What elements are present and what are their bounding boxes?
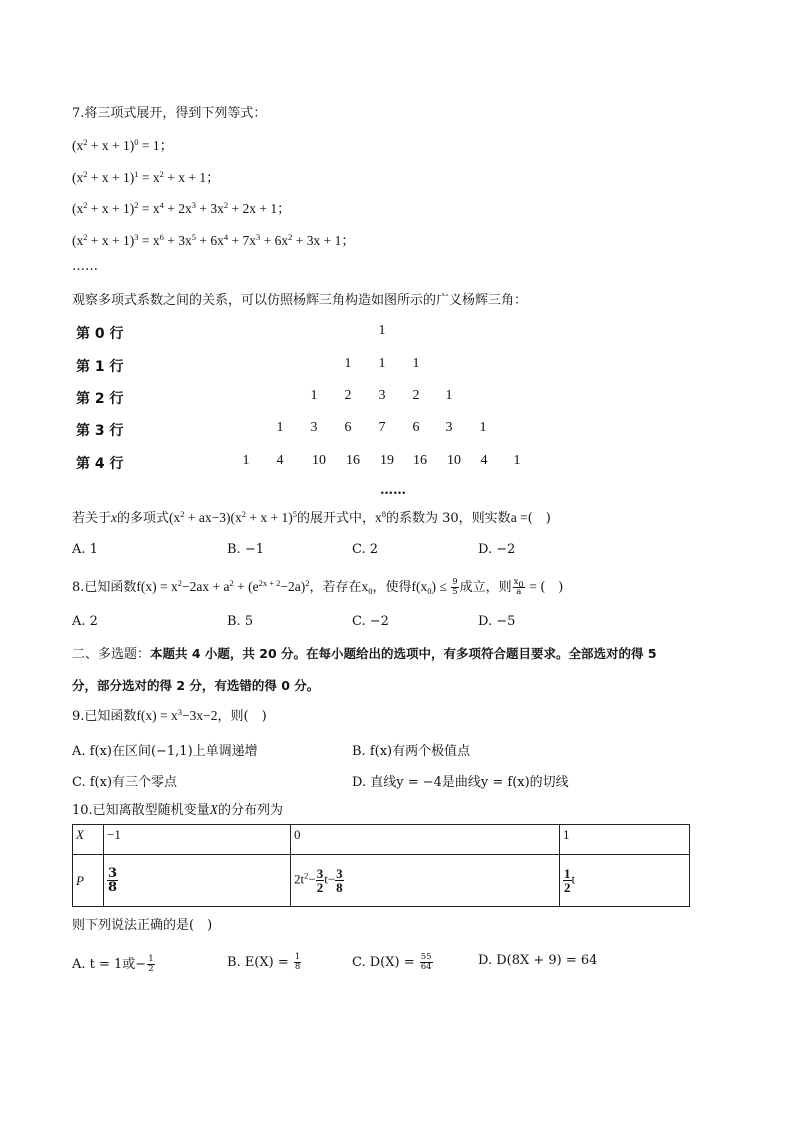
q10-option-c: C. D(X) = $\frac{55}{64}$ [352,952,432,972]
distribution-table [72,824,690,907]
triangle-cell: 16 [413,453,427,468]
triangle-cell: 19 [380,453,394,468]
q8-question: 8.已知函数$f(x) = x^2-2ax + a^2 + (e^{2x + 2}-2a)^2$，若存在$x_0$，使得$f(x_0)$ ≤ $\frac{9}{5}$ 成立，则 $\frac{x_0}{a}$ = ( ) [72,577,564,597]
q9-option-d: D. 直线y = −4是曲线y = f(x)的切线 [352,775,569,790]
table-cell: 0 [291,825,560,855]
triangle-cell: 16 [346,453,360,468]
triangle-cell: 6 [412,420,420,435]
triangle-cell: 1 [445,388,453,403]
table-cell: $2t^2-$ $\frac{3}{2}$ t− $\frac{3}{8}$ [291,855,560,907]
triangle-cell: 7 [378,420,386,435]
triangle-row-label: 第 1 行 [76,359,124,375]
table-cell: −1 [104,825,291,855]
q10-question: 10.已知离散型随机变量X的分布列为 [72,802,283,818]
q10-option-a: A. t = 1或− $\frac{1}{2}$ [72,954,154,974]
triangle-cell: 1 [344,356,352,371]
triangle-cell: 4 [480,453,488,468]
triangle-row-label: 第 0 行 [76,326,124,342]
q8-option-d: D. −5 [478,614,516,629]
triangle-cell: 1 [412,356,420,371]
q7-option-d: D. −2 [478,542,516,557]
triangle-cell: 2 [344,388,352,403]
triangle-row-label: 第 2 行 [76,391,124,407]
q7-eq2: $(x^2 + x + 1)^2 = x^4 + 2x^3 + 3x^2 + 2x + 1$； [72,200,291,216]
section2-heading: 二、多选题：本题共 4 小题，共 20 分。在每小题给出的选项中，有多项符合题目要求。全部选对的得 5 [72,646,657,662]
q10-option-d: D. D(8X + 9) = 64 [478,953,598,968]
triangle-cell: 3 [310,420,318,435]
q9-option-b: B. f(x)有两个极值点 [352,744,471,759]
triangle-cell: 6 [344,420,352,435]
triangle-cell: 10 [447,453,461,468]
q7-question: 若关于x的多项式$(x^2 + ax-3)(x^2 + x + 1)^5$的展开式中，$x^8$的系数为 30，则实数a =( ) [72,509,551,526]
q7-eq3: $(x^2 + x + 1)^3 = x^6 + 3x^5 + 6x^4 + 7x^3 + 6x^2 + 3x + 1$； [72,232,355,248]
q7-option-a: A. 1 [72,542,98,557]
q10-option-b: B. E(X) = $\frac{1}{8}$ [227,952,301,972]
q9-question: 9.已知函数$f(x) = x^3-3x-2$，则( ) [72,707,267,724]
triangle-ellipsis: …… [380,483,406,498]
q7-observe: 观察多项式系数之间的关系，可以仿照杨辉三角构造如图所示的广义杨辉三角： [72,293,528,308]
triangle-row-label: 第 3 行 [76,423,124,439]
table-row [73,825,690,855]
table-row [73,855,690,907]
triangle-cell: 1 [276,420,284,435]
q7-option-c: C. 2 [352,542,379,557]
q8-option-a: A. 2 [72,614,98,629]
q8-option-b: B. 5 [227,614,254,629]
triangle-cell: 3 [378,388,386,403]
table-cell: $\frac{1}{2}$ t [560,855,690,907]
triangle-cell: 1 [310,388,318,403]
table-header-x: X [73,825,104,855]
section2-heading-cont: 分，部分选对的得 2 分，有选错的得 0 分。 [72,678,320,693]
q7-ellipsis: …… [72,259,98,274]
q8-option-c: C. −2 [352,614,389,629]
triangle-cell: 1 [242,453,250,468]
q7-option-b: B. −1 [227,542,264,557]
q7-eq1: $(x^2 + x + 1)^1 = x^2 + x + 1$； [72,169,220,185]
triangle-cell: 1 [378,323,386,338]
q9-option-a: A. f(x)在区间(−1,1)上单调递增 [72,744,258,759]
triangle-cell: 3 [445,420,453,435]
triangle-cell: 1 [479,420,487,435]
table-cell: $\frac{3}{8}$ [104,855,291,907]
triangle-cell: 1 [513,453,521,468]
triangle-cell: 4 [276,453,284,468]
q7-title: 7.将三项式展开，得到下列等式： [72,106,267,121]
table-cell: 1 [560,825,690,855]
triangle-cell: 10 [312,453,326,468]
q9-option-c: C. f(x)有三个零点 [72,775,178,790]
q7-eq0: $(x^2 + x + 1)^0 = 1$； [72,137,174,153]
triangle-row-label: 第 4 行 [76,456,124,472]
triangle-cell: 1 [378,356,386,371]
table-header-p: P [73,855,104,907]
q10-prompt: 则下列说法正确的是( ) [72,918,213,933]
triangle-cell: 2 [412,388,420,403]
